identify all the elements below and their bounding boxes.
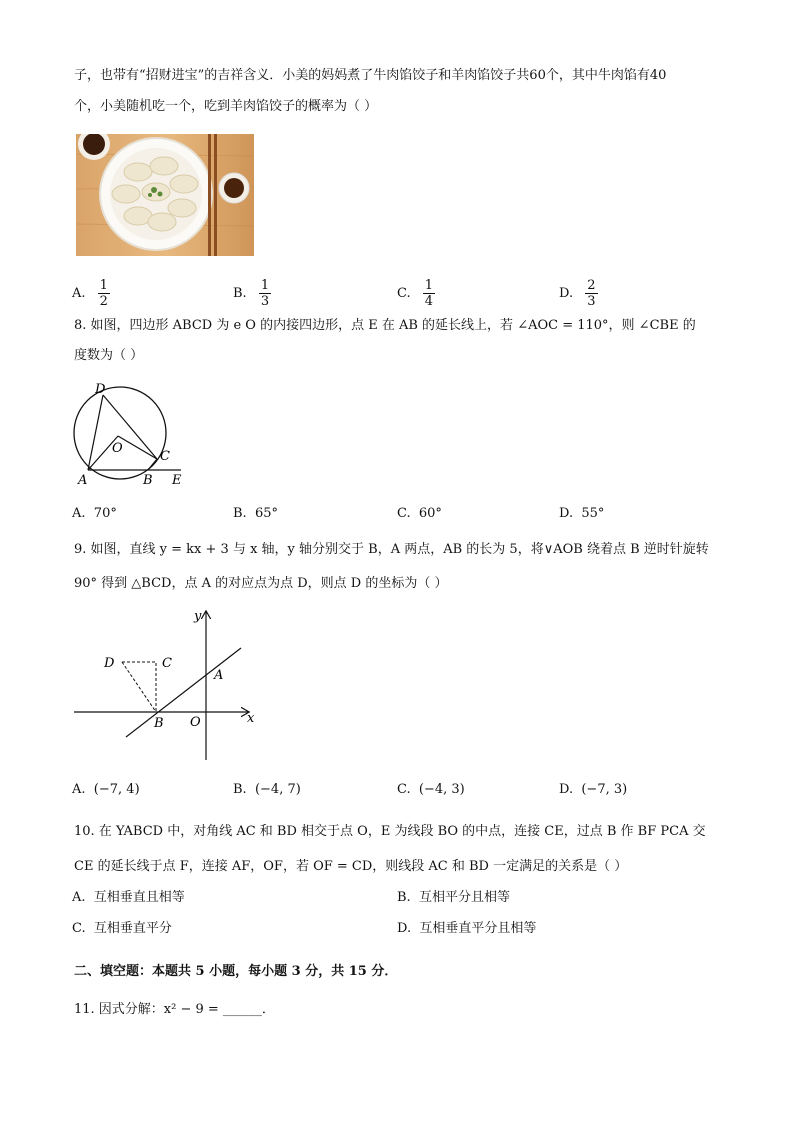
q10-option-c[interactable]: C. 互相垂直平分 (72, 921, 172, 936)
q9-coordinate-figure (66, 600, 266, 765)
q11-text: 11. 因式分解：x² − 9 = ______． (74, 1002, 275, 1017)
q9-label-c: C (162, 656, 172, 671)
q9-text-line1: 9. 如图，直线 y = kx + 3 与 x 轴，y 轴分别交于 B，A 两点，AB 的长为 5，将∨AOB 绕着点 B 逆时针旋转 (74, 542, 709, 557)
q7-option-c[interactable]: C. $\frac{1}{4}$ (397, 278, 434, 309)
q8-label-e: E (172, 473, 182, 488)
q7-option-d[interactable]: D. $\frac{2}{3}$ (559, 278, 596, 309)
q8-option-b[interactable]: B. 65° (233, 506, 278, 521)
q10-option-d[interactable]: D. 互相垂直平分且相等 (397, 921, 537, 936)
q9-label-d: D (104, 656, 115, 671)
q8-label-b: B (143, 473, 153, 488)
q9-label-y: y (194, 609, 202, 624)
q8-text-line2: 度数为（ ） (74, 348, 144, 363)
q10-option-a[interactable]: A. 互相垂直且相等 (72, 890, 185, 905)
q8-label-c: C (160, 449, 170, 464)
q9-text-line2: 90° 得到 △BCD，点 A 的对应点为点 D，则点 D 的坐标为（ ） (74, 576, 448, 591)
q7-option-a-fraction: $\frac{1}{2}$ (99, 278, 108, 309)
q7-option-b[interactable]: B. $\frac{1}{3}$ (233, 278, 270, 309)
section2-heading: 二、填空题：本题共 5 小题，每小题 3 分，共 15 分． (74, 964, 398, 979)
q9-option-c[interactable]: C. (−4, 3) (397, 782, 465, 797)
q8-text-line1: 8. 如图，四边形 ABCD 为 e O 的内接四边形，点 E 在 AB 的延长线上，若 ∠AOC = 110°，则 ∠CBE 的 (74, 318, 696, 333)
q9-label-a: A (214, 668, 224, 683)
q8-option-d[interactable]: D. 55° (559, 506, 605, 521)
q7-text-line1: 子，也带有“招财进宝”的吉祥含义．小美的妈妈煮了牛肉馅饺子和羊肉馅饺子共60个，其中牛肉馅有40 (74, 68, 667, 83)
q7-option-c-fraction: $\frac{1}{4}$ (424, 278, 434, 309)
q10-text-line2: CE 的延长线于点 F，连接 AF，OF，若 OF = CD，则线段 AC 和 BD 一定满足的关系是（ ） (74, 859, 628, 874)
q7-option-d-fraction: $\frac{2}{3}$ (587, 278, 596, 309)
q7-text-line2: 个，小美随机吃一个，吃到羊肉馅饺子的概率为（ ） (74, 99, 378, 114)
q8-label-a: A (78, 473, 88, 488)
dumplings-photo (76, 134, 254, 256)
q9-label-o: O (190, 715, 201, 730)
q9-option-a[interactable]: A. (−7, 4) (72, 782, 140, 797)
q9-option-b[interactable]: B. (−4, 7) (233, 782, 301, 797)
q7-option-b-fraction: $\frac{1}{3}$ (260, 278, 270, 309)
q8-label-d: D (95, 382, 106, 397)
q9-option-d[interactable]: D. (−7, 3) (559, 782, 628, 797)
q10-option-b[interactable]: B. 互相平分且相等 (397, 890, 510, 905)
q10-text-line1: 10. 在 YABCD 中，对角线 AC 和 BD 相交于点 O，E 为线段 BO 的中点，连接 CE，过点 B 作 BF PCA 交 (74, 824, 706, 839)
q8-circle-figure (66, 378, 196, 488)
q9-label-x: x (247, 711, 255, 726)
q8-label-o: O (112, 441, 123, 456)
q7-option-a[interactable]: A. $\frac{1}{2}$ (72, 278, 108, 309)
q8-option-c[interactable]: C. 60° (397, 506, 442, 521)
q9-label-b: B (154, 716, 164, 731)
q8-option-a[interactable]: A. 70° (72, 506, 117, 521)
